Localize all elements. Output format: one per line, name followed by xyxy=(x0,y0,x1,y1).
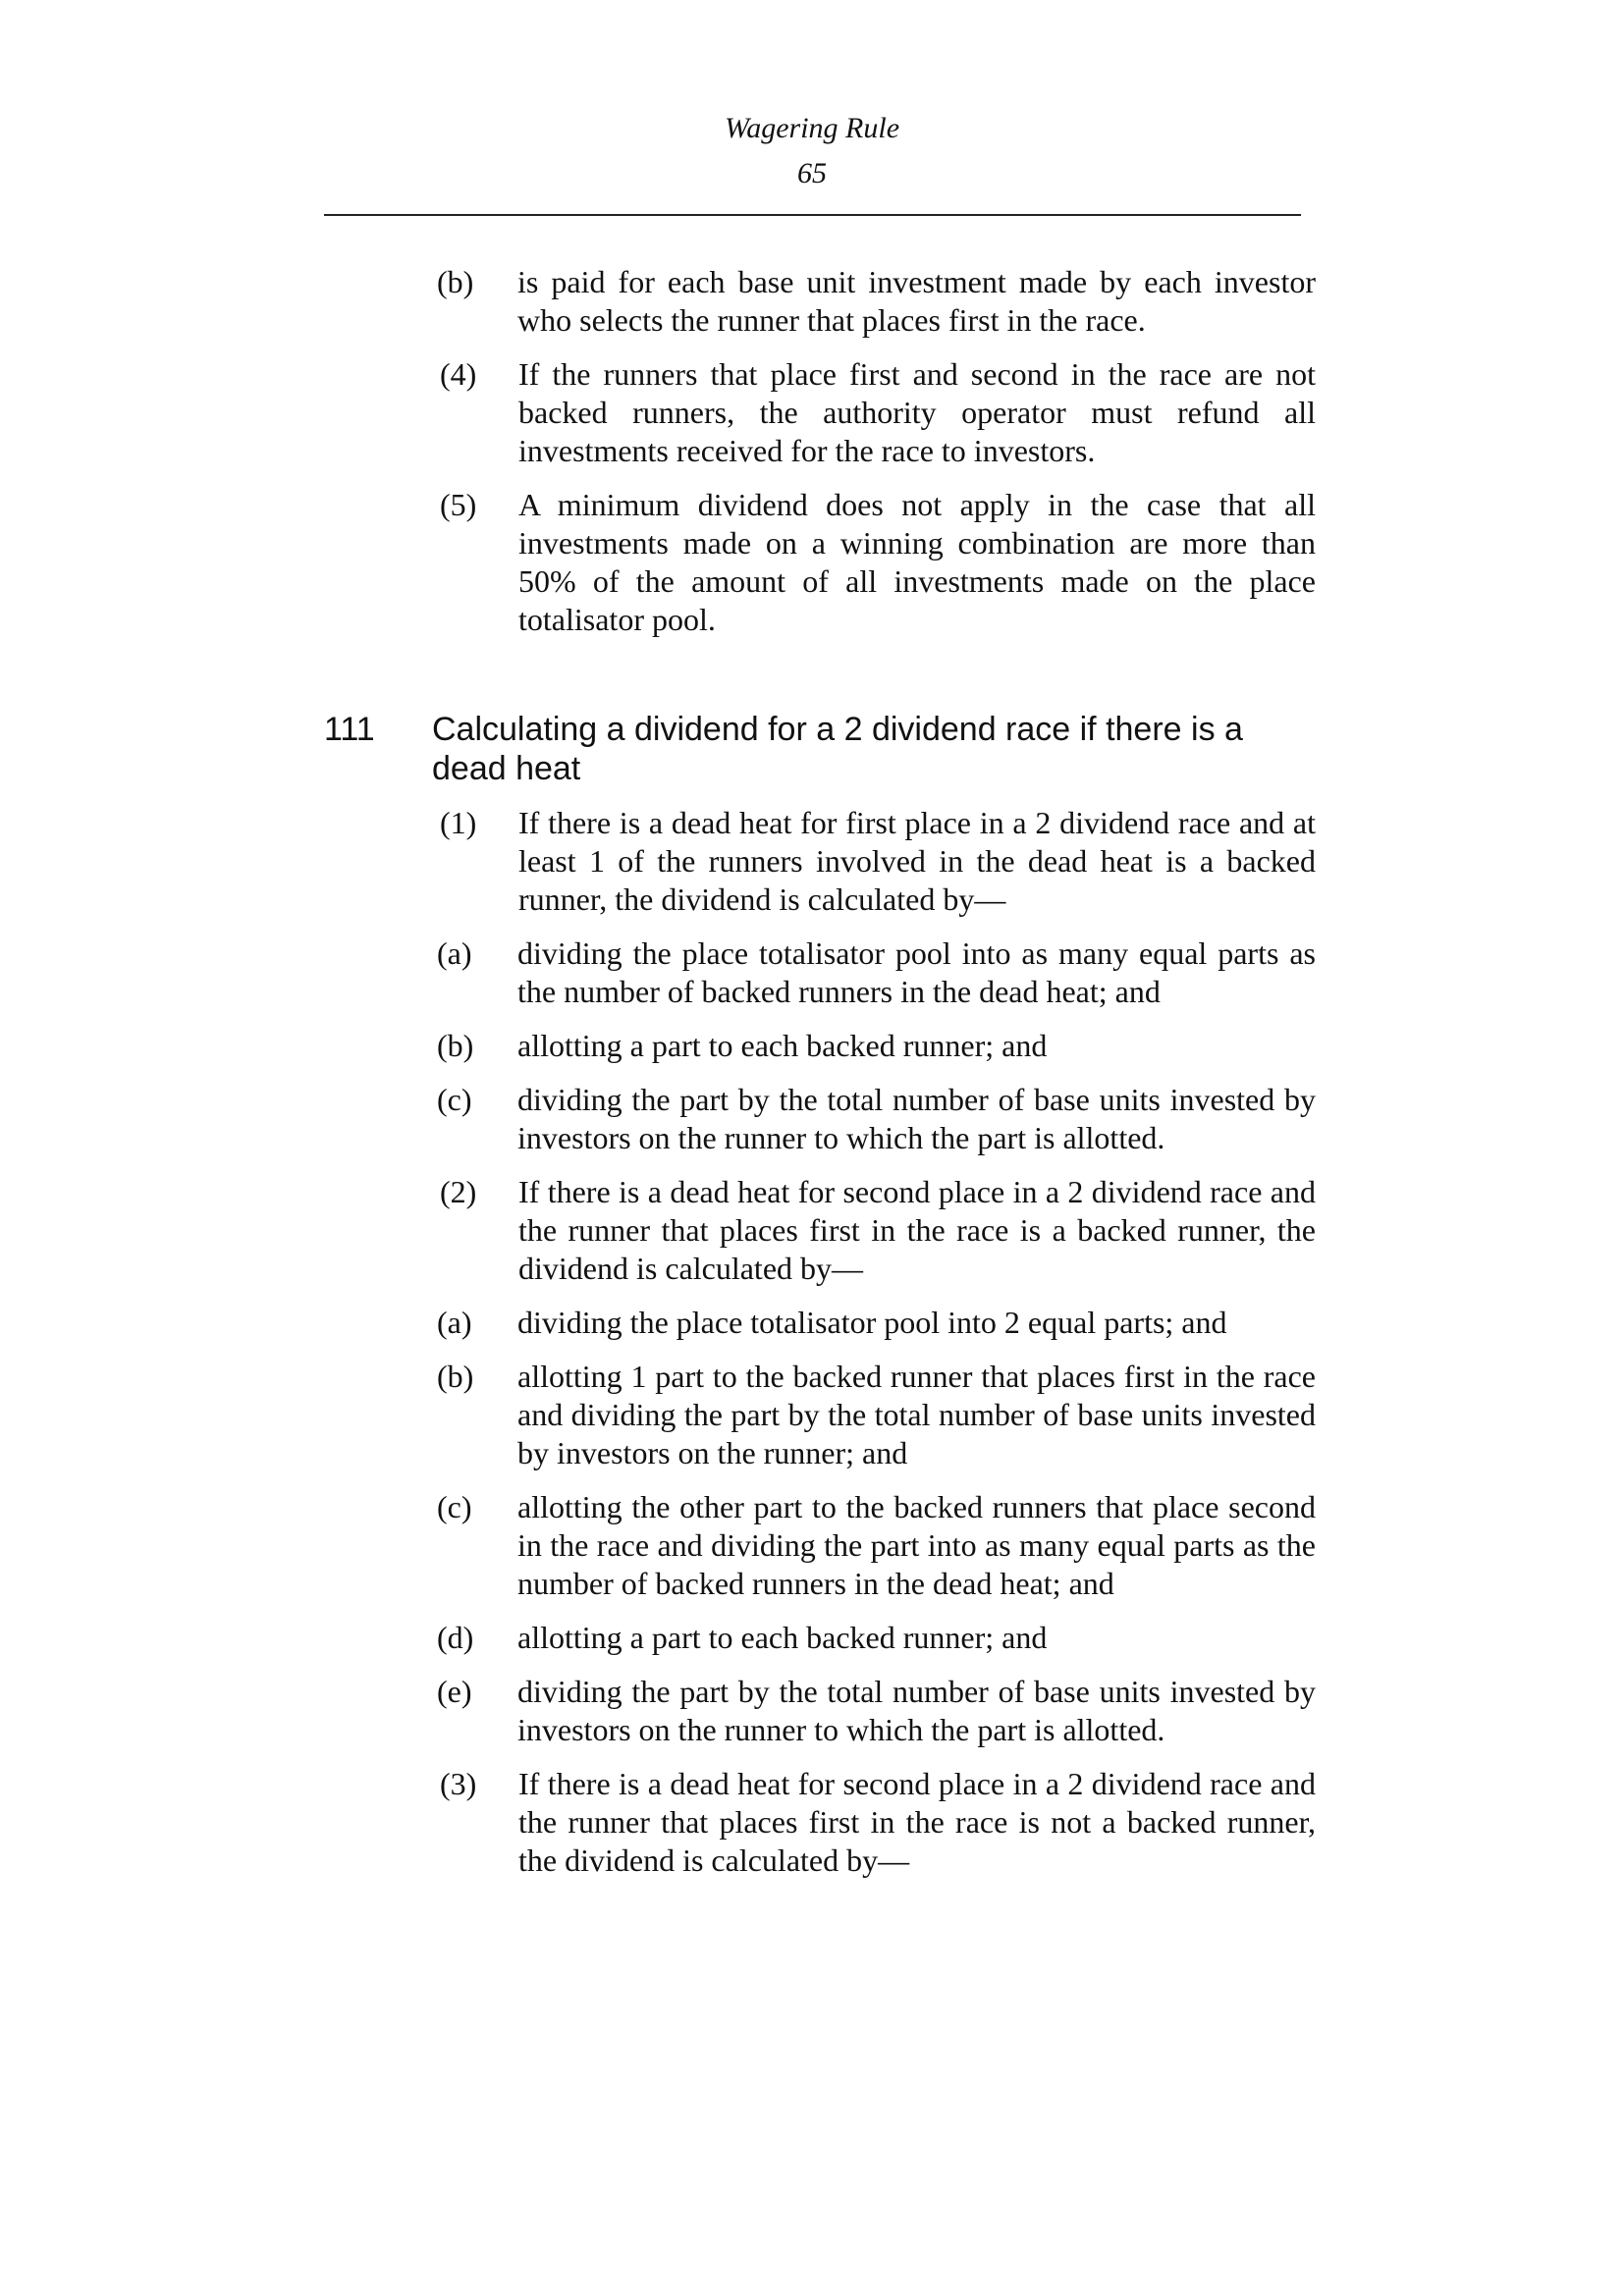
paragraph-label: (c) xyxy=(437,1082,472,1117)
page-number: 65 xyxy=(797,157,827,189)
section-number: 111 xyxy=(324,711,375,748)
subsection-4 xyxy=(324,355,1316,470)
paragraph-text: is paid for each base unit investment made by each investor who selects the runner that places first in the race. xyxy=(517,264,1316,338)
paragraph-label: (a) xyxy=(437,1305,472,1340)
paragraph-text: allotting the other part to the backed runners that place second in the race and dividing the part into as many equal parts as the number of backed runners in the dead heat; and xyxy=(517,1489,1316,1601)
paragraph-2b xyxy=(324,1358,1316,1472)
paragraph-b-continued xyxy=(324,263,1316,340)
paragraph-label: (c) xyxy=(437,1489,472,1524)
subsection-text: If there is a dead heat for first place in a 2 dividend race and at least 1 of the runners involved in the dead heat is a backed runner, the dividend is calculated by— xyxy=(518,805,1316,917)
paragraph-1a xyxy=(324,934,1316,1011)
paragraph-text: dividing the place totalisator pool into 2 equal parts; and xyxy=(517,1305,1227,1340)
subsection-5 xyxy=(324,486,1316,639)
paragraph-text: dividing the part by the total number of base units invested by investors on the runner to which the part is allotted. xyxy=(517,1674,1316,1747)
section-heading xyxy=(324,710,1316,788)
subsection-text: If there is a dead heat for second place in a 2 dividend race and the runner that places first in the race is not a backed runner, the dividend is calculated by— xyxy=(518,1766,1316,1878)
paragraph-text: allotting a part to each backed runner; and xyxy=(517,1620,1048,1655)
paragraph-label: (b) xyxy=(437,1028,474,1063)
paragraph-2a xyxy=(324,1304,1316,1342)
paragraph-label: (b) xyxy=(437,264,474,299)
subsection-2 xyxy=(324,1173,1316,1288)
document-body xyxy=(324,263,1316,1880)
subsection-1 xyxy=(324,804,1316,919)
subsection-label: (5) xyxy=(440,487,477,522)
paragraph-1b xyxy=(324,1027,1316,1065)
subsection-text: If there is a dead heat for second place in a 2 dividend race and the runner that places first in the race is a backed runner, the dividend is calculated by— xyxy=(518,1174,1316,1286)
paragraph-label: (b) xyxy=(437,1359,474,1394)
paragraph-label: (e) xyxy=(437,1674,472,1709)
running-title: Wagering Rule xyxy=(724,112,900,144)
header-rule xyxy=(324,214,1301,216)
paragraph-1c xyxy=(324,1081,1316,1157)
paragraph-text: dividing the place totalisator pool into as many equal parts as the number of backed runners in the dead heat; and xyxy=(517,935,1316,1009)
paragraph-label: (a) xyxy=(437,935,472,971)
page-header xyxy=(0,106,1624,196)
subsection-label: (3) xyxy=(440,1766,477,1801)
subsection-label: (4) xyxy=(440,356,477,392)
subsection-label: (1) xyxy=(440,805,477,840)
paragraph-text: allotting a part to each backed runner; and xyxy=(517,1028,1048,1063)
paragraph-2c xyxy=(324,1488,1316,1603)
paragraph-2e xyxy=(324,1673,1316,1749)
paragraph-2d xyxy=(324,1619,1316,1657)
paragraph-text: allotting 1 part to the backed runner that places first in the race and dividing the part by the total number of base units invested by investors on the runner; and xyxy=(517,1359,1316,1470)
paragraph-label: (d) xyxy=(437,1620,474,1655)
subsection-text: If the runners that place first and second in the race are not backed runners, the authority operator must refund all investments received for the race to investors. xyxy=(518,356,1316,468)
section-title: Calculating a dividend for a 2 dividend race if there is a dead heat xyxy=(432,711,1243,787)
subsection-3 xyxy=(324,1765,1316,1880)
paragraph-text: dividing the part by the total number of base units invested by investors on the runner to which the part is allotted. xyxy=(517,1082,1316,1155)
subsection-label: (2) xyxy=(440,1174,477,1209)
subsection-text: A minimum dividend does not apply in the case that all investments made on a winning combination are more than 50% of the amount of all investments made on the place totalisator pool. xyxy=(518,487,1316,637)
